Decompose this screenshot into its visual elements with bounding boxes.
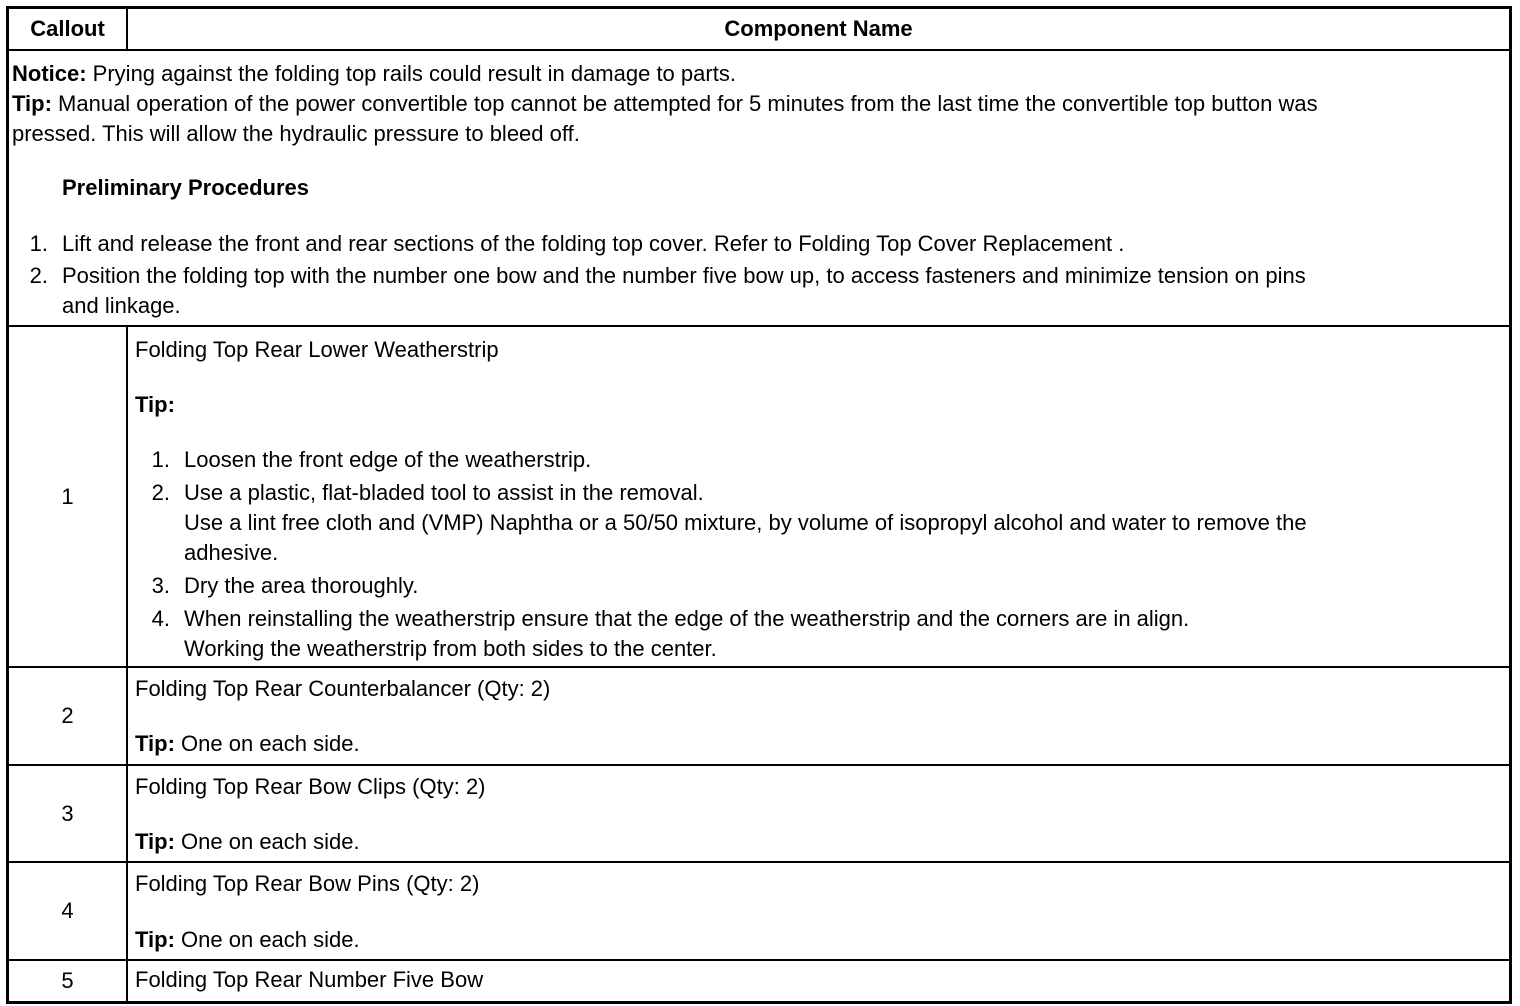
step-1-number: 1. [151, 447, 170, 472]
tip-text: One on each side. [174, 927, 360, 952]
callout-column-header: Callout [9, 9, 128, 49]
component-name-column-header: Component Name [724, 16, 913, 41]
tip-label: Tip: [135, 392, 175, 417]
tip-line [135, 731, 360, 757]
tip-line-2: pressed. This will allow the hydraulic pressure to bleed off. [12, 121, 580, 146]
table-row [9, 961, 1509, 1001]
step-2-text-line-1: Use a plastic, flat-bladed tool to assist in the removal. [184, 480, 704, 505]
prelim-step-2-text-line-1: Position the folding top with the number one bow and the number five bow up, to access fasteners and minimize tension on pins [62, 263, 1306, 288]
callout-number: 4 [9, 863, 128, 959]
tip-text: One on each side. [174, 829, 360, 854]
component-cell [128, 863, 1509, 959]
tip-line [135, 829, 360, 855]
table-header-row [9, 9, 1509, 51]
tip-line-1 [12, 91, 1318, 117]
callout-number: 5 [9, 961, 128, 1001]
tip-text: One on each side. [174, 731, 360, 756]
component-name: Folding Top Rear Number Five Bow [135, 967, 484, 992]
step-2-number: 2. [151, 480, 170, 505]
notice-text: Prying against the folding top rails could result in damage to parts. [86, 61, 736, 86]
step-1-text: Loosen the front edge of the weatherstrip. [184, 447, 592, 472]
component-cell [128, 327, 1509, 666]
tip-label: Tip: [12, 91, 52, 116]
tip-label: Tip: [135, 731, 175, 756]
prelim-step-1-text: Lift and release the front and rear sections of the folding top cover. Refer to Folding Top Cover Replacement . [62, 231, 1125, 256]
notice-line [12, 61, 736, 87]
callout-number: 1 [9, 327, 128, 666]
callout-number: 3 [9, 766, 128, 861]
step-2-text-line-2: Use a lint free cloth and (VMP) Naphtha or a 50/50 mixture, by volume of isopropyl alcohol and water to remove the [184, 510, 1307, 535]
component-table [6, 6, 1512, 1004]
prelim-step-2-text-line-2: and linkage. [62, 293, 181, 318]
table-row [9, 766, 1509, 863]
step-4-text-line-1: When reinstalling the weatherstrip ensure that the edge of the weatherstrip and the corners are in align. [184, 606, 1190, 631]
prelim-step-1-number: 1. [29, 231, 48, 256]
callout-number: 2 [9, 668, 128, 764]
table-row [9, 668, 1509, 766]
tip-label: Tip: [135, 927, 175, 952]
table-row [9, 327, 1509, 668]
step-3-number: 3. [151, 573, 170, 598]
step-2-text-line-3: adhesive. [184, 540, 279, 565]
component-cell [128, 668, 1509, 764]
component-name: Folding Top Rear Bow Clips (Qty: 2) [135, 774, 486, 799]
prelim-step-2-number: 2. [29, 263, 48, 288]
tip-text-line-1: Manual operation of the power convertible top cannot be attempted for 5 minutes from the last time the convertible top button was [51, 91, 1318, 116]
component-name: Folding Top Rear Bow Pins (Qty: 2) [135, 871, 480, 896]
step-4-text-line-2: Working the weatherstrip from both sides to the center. [184, 636, 717, 661]
component-cell [128, 961, 1509, 1001]
component-cell [128, 766, 1509, 861]
intro-row [9, 51, 1509, 327]
step-4-number: 4. [151, 606, 170, 631]
component-name: Folding Top Rear Lower Weatherstrip [135, 337, 499, 362]
notice-label: Notice: [12, 61, 87, 86]
tip-label: Tip: [135, 829, 175, 854]
preliminary-heading: Preliminary Procedures [62, 175, 310, 200]
tip-line [135, 927, 360, 953]
component-name: Folding Top Rear Counterbalancer (Qty: 2) [135, 676, 551, 701]
step-3-text: Dry the area thoroughly. [184, 573, 419, 598]
table-row [9, 863, 1509, 961]
